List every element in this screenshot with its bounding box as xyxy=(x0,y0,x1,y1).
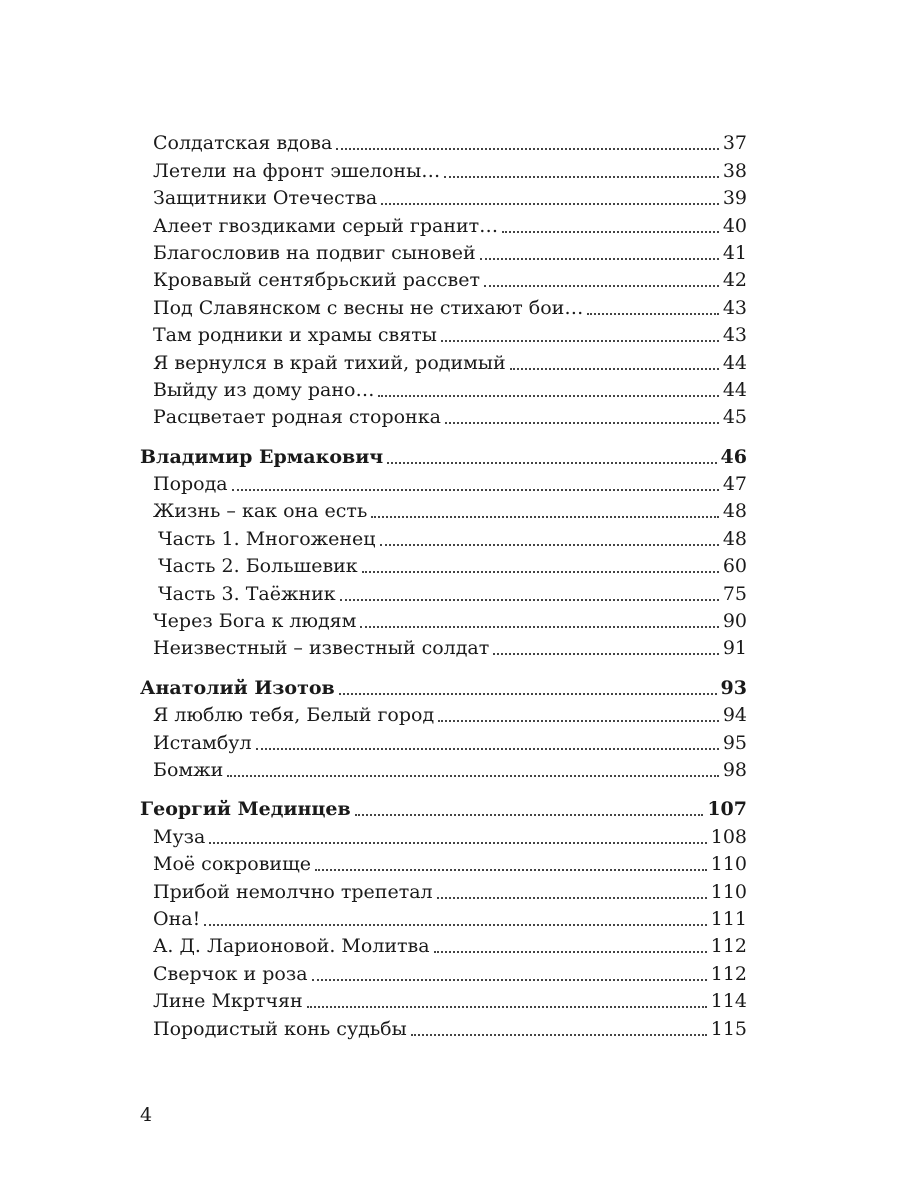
dot-leader xyxy=(434,951,707,953)
toc-entry-title: Жизнь – как она есть xyxy=(153,500,368,523)
toc-entry-title: Бомжи xyxy=(153,758,224,781)
toc-entry-row xyxy=(140,263,747,290)
dot-leader xyxy=(336,148,719,150)
toc-entry-row xyxy=(140,725,747,752)
dot-leader xyxy=(438,720,719,722)
toc-entry-row xyxy=(140,318,747,345)
dot-leader xyxy=(587,313,718,315)
toc-entry-title: Прибой немолчно трепетал xyxy=(153,880,433,903)
toc-page-number: 114 xyxy=(710,990,747,1013)
toc-entry-title: Моё сокровище xyxy=(153,853,312,876)
dot-leader xyxy=(339,693,717,695)
toc-entry-title: Под Славянском с весны не стихают бои… xyxy=(153,296,584,319)
toc-page-number: 47 xyxy=(722,473,747,496)
toc-page-number: 94 xyxy=(722,704,747,727)
table-of-contents xyxy=(140,126,747,1051)
toc-page-number: 90 xyxy=(722,610,747,633)
dot-leader xyxy=(209,842,706,844)
dot-leader xyxy=(445,422,719,424)
toc-author-name: Георгий Мединцев xyxy=(140,798,351,821)
toc-author-name: Анатолий Изотов xyxy=(140,676,335,699)
dot-leader xyxy=(227,775,718,777)
dot-leader xyxy=(387,462,716,464)
toc-page-number: 108 xyxy=(710,825,747,848)
toc-page-number: 93 xyxy=(720,676,747,699)
toc-entry-title: Летели на фронт эшелоны… xyxy=(153,159,441,182)
toc-author-row xyxy=(140,439,747,466)
page-number: 4 xyxy=(140,1104,153,1126)
dot-leader xyxy=(502,231,719,233)
toc-entry-title: Кровавый сентябрьский рассвет xyxy=(153,269,480,292)
toc-entry-title: Защитники Отечества xyxy=(153,187,378,210)
toc-page-number: 110 xyxy=(710,853,747,876)
toc-entry-title: Часть 3. Таёжник xyxy=(158,582,336,605)
toc-entry-title: Неизвестный – известный солдат xyxy=(153,637,490,660)
toc-page-number: 42 xyxy=(722,269,747,292)
toc-entry-row xyxy=(140,1011,747,1038)
toc-page-number: 38 xyxy=(722,159,747,182)
toc-page-number: 48 xyxy=(722,500,747,523)
toc-author-name: Владимир Ермакович xyxy=(140,445,384,468)
toc-entry-row xyxy=(140,819,747,846)
toc-section xyxy=(140,670,747,780)
toc-entry-row xyxy=(140,929,747,956)
toc-entry-row xyxy=(140,902,747,929)
toc-subentry-row xyxy=(140,549,747,576)
toc-page-number: 46 xyxy=(720,445,747,468)
toc-author-row xyxy=(140,792,747,819)
toc-subentry-row xyxy=(140,576,747,603)
toc-page-number: 112 xyxy=(710,935,747,958)
toc-page-number: 60 xyxy=(722,555,747,578)
dot-leader xyxy=(380,544,719,546)
toc-entry-row xyxy=(140,956,747,983)
toc-page-number: 91 xyxy=(722,637,747,660)
dot-leader xyxy=(340,599,719,601)
toc-entry-title: Выйду из дому рано… xyxy=(153,378,375,401)
dot-leader xyxy=(371,516,719,518)
toc-page-number: 37 xyxy=(722,132,747,155)
toc-subentry-row xyxy=(140,521,747,548)
toc-entry-row xyxy=(140,604,747,631)
toc-entry-row xyxy=(140,181,747,208)
dot-leader xyxy=(312,979,707,981)
toc-page-number: 43 xyxy=(722,324,747,347)
toc-page-number: 39 xyxy=(722,187,747,210)
dot-leader xyxy=(315,869,707,871)
toc-entry-row xyxy=(140,208,747,235)
toc-page-number: 112 xyxy=(710,962,747,985)
dot-leader xyxy=(307,1006,707,1008)
toc-page-number: 115 xyxy=(710,1017,747,1040)
dot-leader xyxy=(378,395,718,397)
toc-entry-title: Расцветает родная сторонка xyxy=(153,406,441,429)
toc-entry-row xyxy=(140,345,747,372)
toc-entry-row xyxy=(140,290,747,317)
toc-page-number: 43 xyxy=(722,296,747,319)
toc-entry-row xyxy=(140,753,747,780)
dot-leader xyxy=(444,176,719,178)
toc-author-row xyxy=(140,670,747,697)
dot-leader xyxy=(411,1034,707,1036)
toc-page-number: 75 xyxy=(722,582,747,605)
toc-page-number: 40 xyxy=(722,214,747,237)
toc-entry-row xyxy=(140,874,747,901)
toc-entry-title: Породистый конь судьбы xyxy=(153,1017,407,1040)
toc-entry-title: Она! xyxy=(153,907,201,930)
toc-entry-title: А. Д. Ларионовой. Молитва xyxy=(153,935,430,958)
toc-entry-row xyxy=(140,698,747,725)
toc-page-number: 41 xyxy=(722,241,747,264)
toc-entry-title: Алеет гвоздиками серый гранит… xyxy=(153,214,499,237)
toc-page-number: 45 xyxy=(722,406,747,429)
toc-entry-row xyxy=(140,984,747,1011)
toc-entry-row xyxy=(140,153,747,180)
toc-section xyxy=(140,439,747,658)
toc-page-number: 44 xyxy=(722,351,747,374)
toc-section xyxy=(140,792,747,1039)
dot-leader xyxy=(480,258,719,260)
dot-leader xyxy=(232,489,719,491)
toc-entry-row xyxy=(140,400,747,427)
toc-entry-title: Истамбул xyxy=(153,731,252,754)
toc-page-number: 111 xyxy=(710,907,747,930)
toc-entry-title: Я вернулся в край тихий, родимый xyxy=(153,351,506,374)
dot-leader xyxy=(381,203,719,205)
dot-leader xyxy=(362,571,719,573)
toc-entry-row xyxy=(140,236,747,263)
toc-page-number: 110 xyxy=(710,880,747,903)
toc-entry-title: Солдатская вдова xyxy=(153,132,333,155)
toc-entry-title: Через Бога к людям xyxy=(153,610,357,633)
toc-page-number: 48 xyxy=(722,527,747,550)
toc-entry-title: Там родники и храмы святы xyxy=(153,324,437,347)
dot-leader xyxy=(360,626,718,628)
toc-entry-title: Сверчок и роза xyxy=(153,962,308,985)
toc-entry-row xyxy=(140,631,747,658)
dot-leader xyxy=(441,340,719,342)
dot-leader xyxy=(355,814,704,816)
toc-entry-row xyxy=(140,847,747,874)
toc-entry-title: Муза xyxy=(153,825,206,848)
dot-leader xyxy=(493,653,719,655)
dot-leader xyxy=(484,285,719,287)
toc-entry-title: Часть 1. Многоженец xyxy=(158,527,376,550)
toc-entry-title: Я люблю тебя, Белый город xyxy=(153,704,435,727)
toc-page-number: 44 xyxy=(722,378,747,401)
toc-entry-row xyxy=(140,467,747,494)
toc-entry-row xyxy=(140,373,747,400)
toc-entry-row xyxy=(140,494,747,521)
toc-entry-title: Часть 2. Большевик xyxy=(158,555,358,578)
toc-entry-title: Порода xyxy=(153,473,228,496)
dot-leader xyxy=(204,924,707,926)
dot-leader xyxy=(256,748,719,750)
toc-entry-title: Благословив на подвиг сыновей xyxy=(153,241,476,264)
toc-page-number: 98 xyxy=(722,758,747,781)
toc-page-number: 95 xyxy=(722,731,747,754)
toc-entry-row xyxy=(140,126,747,153)
dot-leader xyxy=(510,368,719,370)
toc-section xyxy=(140,126,747,427)
toc-page-number: 107 xyxy=(707,798,747,821)
toc-entry-title: Лине Мкртчян xyxy=(153,990,303,1013)
dot-leader xyxy=(437,897,707,899)
